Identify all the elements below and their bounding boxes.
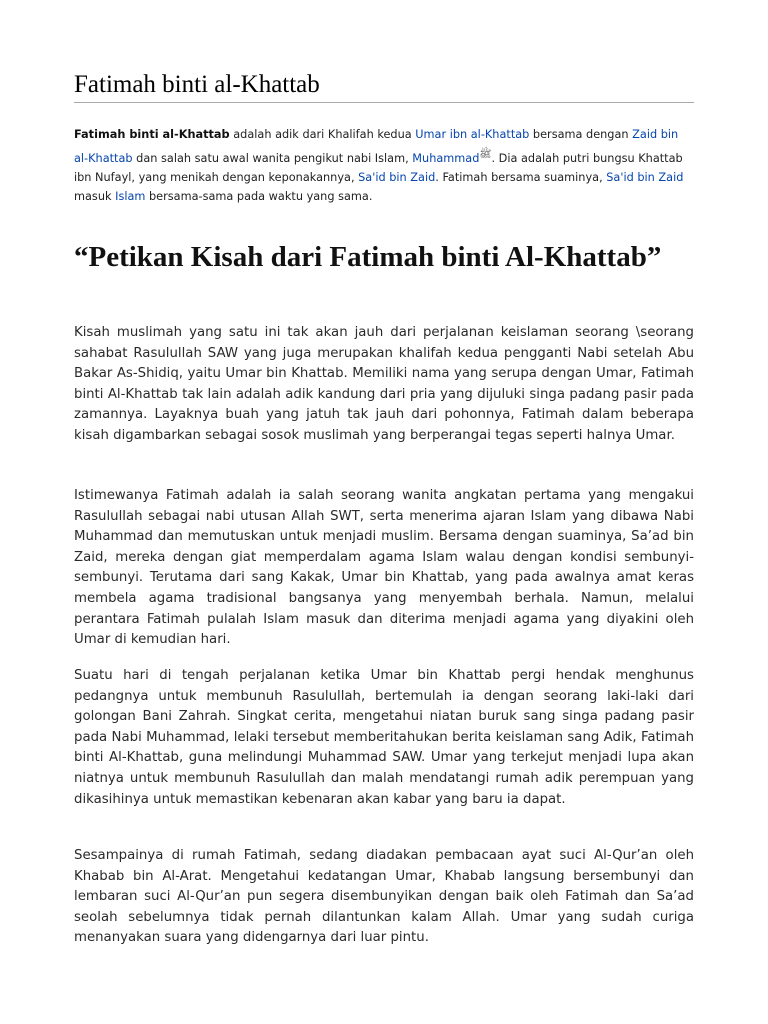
article-title: Fatimah binti al-Khattab [74,68,694,103]
body-paragraph: Istimewanya Fatimah adalah ia salah seorang wanita angkatan pertama yang mengakui Rasulullah sebagai nabi utusan Allah SWT, serta menerima ajaran Islam yang dibawa Nabi Muhammad dan memutuskan untuk menjadi muslim. Bersama dengan suaminya, Sa’ad bin Zaid, mereka dengan giat memperdalam agama Islam walau dengan kondisi sembunyi-sembunyi. Terutama dari sang Kakak, Umar bin Khattab, yang pada awalnya amat keras membela agama tradisional bangsanya yang menyembah berhala. Namun, melalui perantara Fatimah pulalah Islam masuk dan diterima menjadi agama yang diyakini oleh Umar di kemudian hari. [74,488,694,648]
intro-text: adalah adik dari Khalifah kedua [229,128,416,141]
intro-text: bersama-sama pada waktu yang sama. [145,190,373,204]
document-heading: “Petikan Kisah dari Fatimah binti Al-Khattab” [74,241,662,273]
link-said-bin-zaid[interactable]: Sa'id bin Zaid [358,170,436,184]
body-paragraph: Suatu hari di tengah perjalanan ketika Umar bin Khattab pergi hendak menghunus pedangnya untuk membunuh Rasulullah, bertemulah ia dengan seorang laki-laki dari golongan Bani Zahrah. Singkat cerita, mengetahui niatan buruk sang singa padang pasir pada Nabi Muhammad, lelaki tersebut memberitahukan berita keislaman sang Adik, Fatimah binti Al-Khattab, guna melindungi Muhammad SAW. Umar yang terkejut menjadi lupa akan niatnya untuk membunuh Rasulullah dan malah mendatangi rumah adik perempuan yang dikasihinya untuk memastikan kebenaran akan kabar yang baru ia dapat. [74,668,694,807]
link-zaid-bin-al-khattab[interactable]: Zaid bin al-Khattab [74,128,679,165]
intro-text: masuk [74,190,116,204]
link-islam[interactable]: Islam [115,190,146,204]
article-intro [74,125,694,207]
link-muhammad[interactable]: Muhammad [412,151,480,165]
body-paragraph: Sesampainya di rumah Fatimah, sedang diadakan pembacaan ayat suci Al-Qur’an oleh Khabab bin Al-Arat. Mengetahui kedatangan Umar, Khabab langsung bersembunyi dan lembaran suci Al-Qur’an pun segera disembunyikan dengan baik oleh Fatimah dan Sa’ad seolah sebelumnya tidak pernah dilantunkan kalam Allah. Umar yang sudah curiga menanyakan suara yang didengarnya dari luar pintu. [74,848,694,946]
honorific-glyph: ﷺ [479,148,492,160]
intro-text: . Fatimah bersama suaminya, [435,170,607,184]
intro-subject: Fatimah binti al-Khattab [74,128,230,141]
body-paragraph: Kisah muslimah yang satu ini tak akan jauh dari perjalanan keislaman seorang \seorang sahabat Rasulullah SAW yang juga merupakan khalifah kedua pengganti Nabi setelah Abu Bakar As-Shidiq, yaitu Umar bin Khattab. Memiliki nama yang serupa dengan Umar, Fatimah binti Al-Khattab tak lain adalah adik kandung dari pria yang dijuluki singa padang pasir pada zamannya. Layaknya buah yang jatuh tak jauh dari pohonnya, Fatimah dalam beberapa kisah digambarkan sebagai sosok muslimah yang berperangai tegas seperti halnya Umar. [74,325,694,443]
intro-text: bersama dengan [529,128,633,141]
intro-text: dan salah satu awal wanita pengikut nabi Islam, [132,151,413,165]
link-umar-ibn-al-khattab[interactable]: Umar ibn al-Khattab [415,128,530,141]
intro-text: . Dia adalah putri bungsu Khattab ibn Nufayl, yang menikah dengan keponakannya, [74,151,683,184]
link-said-bin-zaid-2[interactable]: Sa'id bin Zaid [606,170,684,184]
